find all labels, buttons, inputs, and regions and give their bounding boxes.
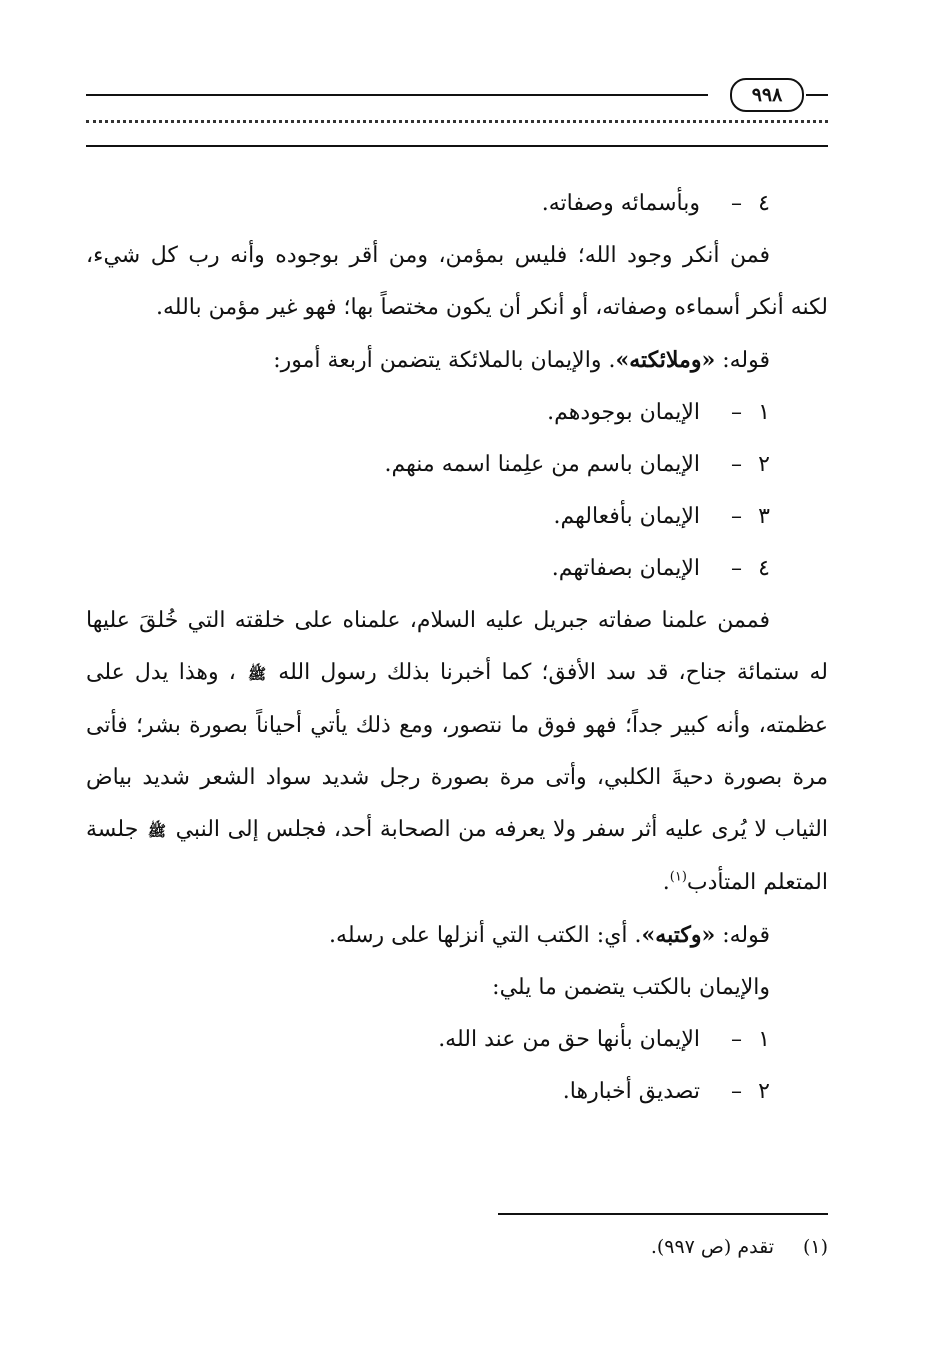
list-item bbox=[86, 387, 828, 439]
page-number: ٩٩٨ bbox=[730, 78, 804, 112]
jibril-end: . bbox=[662, 870, 670, 895]
paragraph-belief-in-allah: فمن أنكر وجود الله؛ فليس بمؤمن، ومن أقر بوجوده وأنه رب كل شيء، لكنه أنكر أسماءه وصفاته، أو أنكر أن يكون مختصاً بها؛ فهو غير مؤمن بالله. bbox=[86, 243, 828, 320]
list-number: ٤ bbox=[758, 556, 770, 581]
angels-rest: . والإيمان بالملائكة يتضمن أربعة أمور: bbox=[273, 348, 616, 373]
dotted-separator bbox=[86, 120, 828, 123]
list-number: ٢ bbox=[758, 1079, 770, 1104]
list-item bbox=[86, 178, 828, 230]
footnote-number: (١) bbox=[802, 1236, 828, 1258]
main-text bbox=[86, 178, 828, 1118]
books-quote: «وكتبه» bbox=[641, 922, 716, 948]
honorific-symbol: ﷺ bbox=[147, 822, 167, 840]
list-dash: – bbox=[731, 452, 742, 477]
list-dash: – bbox=[731, 504, 742, 529]
books-heading bbox=[86, 909, 828, 962]
list-text: الإيمان بوجودهم. bbox=[547, 400, 700, 425]
list-dash: – bbox=[731, 1079, 742, 1104]
books-intro: والإيمان بالكتب يتضمن ما يلي: bbox=[492, 975, 770, 1000]
list-number: ٣ bbox=[758, 504, 770, 529]
list-text: تصديق أخبارها. bbox=[562, 1079, 700, 1104]
angels-heading bbox=[86, 334, 828, 387]
list-number: ١ bbox=[758, 400, 770, 425]
list-item bbox=[86, 543, 828, 595]
paragraph-jibril bbox=[86, 595, 828, 909]
list-dash: – bbox=[731, 191, 742, 216]
header-rule bbox=[86, 94, 708, 96]
list-text: وبأسمائه وصفاته. bbox=[541, 191, 700, 216]
list-item bbox=[86, 491, 828, 543]
header-rule-stub bbox=[806, 94, 828, 96]
list-number: ٢ bbox=[758, 452, 770, 477]
list-dash: – bbox=[731, 556, 742, 581]
books-rest: . أي: الكتب التي أنزلها على رسله. bbox=[329, 923, 642, 948]
jibril-text-2: ، وهذا يدل على عظمته، وأنه كبير جداً؛ فهو فوق ما نتصور، ومع ذلك يأتي أحياناً بصورة بشر؛ فأتى مرة بصورة دحيةَ الكلبي، وأتى مرة بصورة رجل شديد سواد الشعر شديد بياض الثياب لا يُرى عليه أثر سفر ولا يعرفه من الصحابة أحد، فجلس إلى النبي bbox=[86, 660, 829, 842]
list-number: ١ bbox=[758, 1027, 770, 1052]
list-number: ٤ bbox=[758, 191, 770, 216]
books-lead: قوله: bbox=[722, 923, 770, 948]
honorific-symbol: ﷺ bbox=[248, 665, 267, 683]
list-text: الإيمان بأفعالهم. bbox=[553, 504, 700, 529]
list-text: الإيمان بأنها حق من عند الله. bbox=[438, 1027, 700, 1052]
angels-quote: «وملائكته» bbox=[615, 347, 716, 373]
footnote bbox=[128, 1232, 828, 1262]
footnote-separator bbox=[498, 1213, 828, 1215]
jibril-text-3: جلسة المتعلم المتأدب bbox=[86, 817, 828, 895]
list-dash: – bbox=[731, 400, 742, 425]
list-text: الإيمان بصفاتهم. bbox=[551, 556, 700, 581]
list-item bbox=[86, 1066, 828, 1118]
footnote-reference[interactable]: (١) bbox=[669, 869, 687, 885]
list-item bbox=[86, 1014, 828, 1066]
page-header bbox=[86, 72, 828, 152]
footnote-text: تقدم (ص ٩٩٧). bbox=[650, 1236, 774, 1258]
angels-lead: قوله: bbox=[722, 348, 770, 373]
list-text: الإيمان باسم من علِمنا اسمه منهم. bbox=[384, 452, 700, 477]
jibril-text-1: فممن علمنا صفاته جبريل عليه السلام، علمناه على خلقته التي خُلقَ عليها له ستمائة جناح، قد سد الأفق؛ كما أخبرنا بذلك رسول الله bbox=[86, 608, 828, 685]
list-dash: – bbox=[731, 1027, 742, 1052]
header-bottom-rule bbox=[86, 145, 828, 147]
list-item bbox=[86, 439, 828, 491]
